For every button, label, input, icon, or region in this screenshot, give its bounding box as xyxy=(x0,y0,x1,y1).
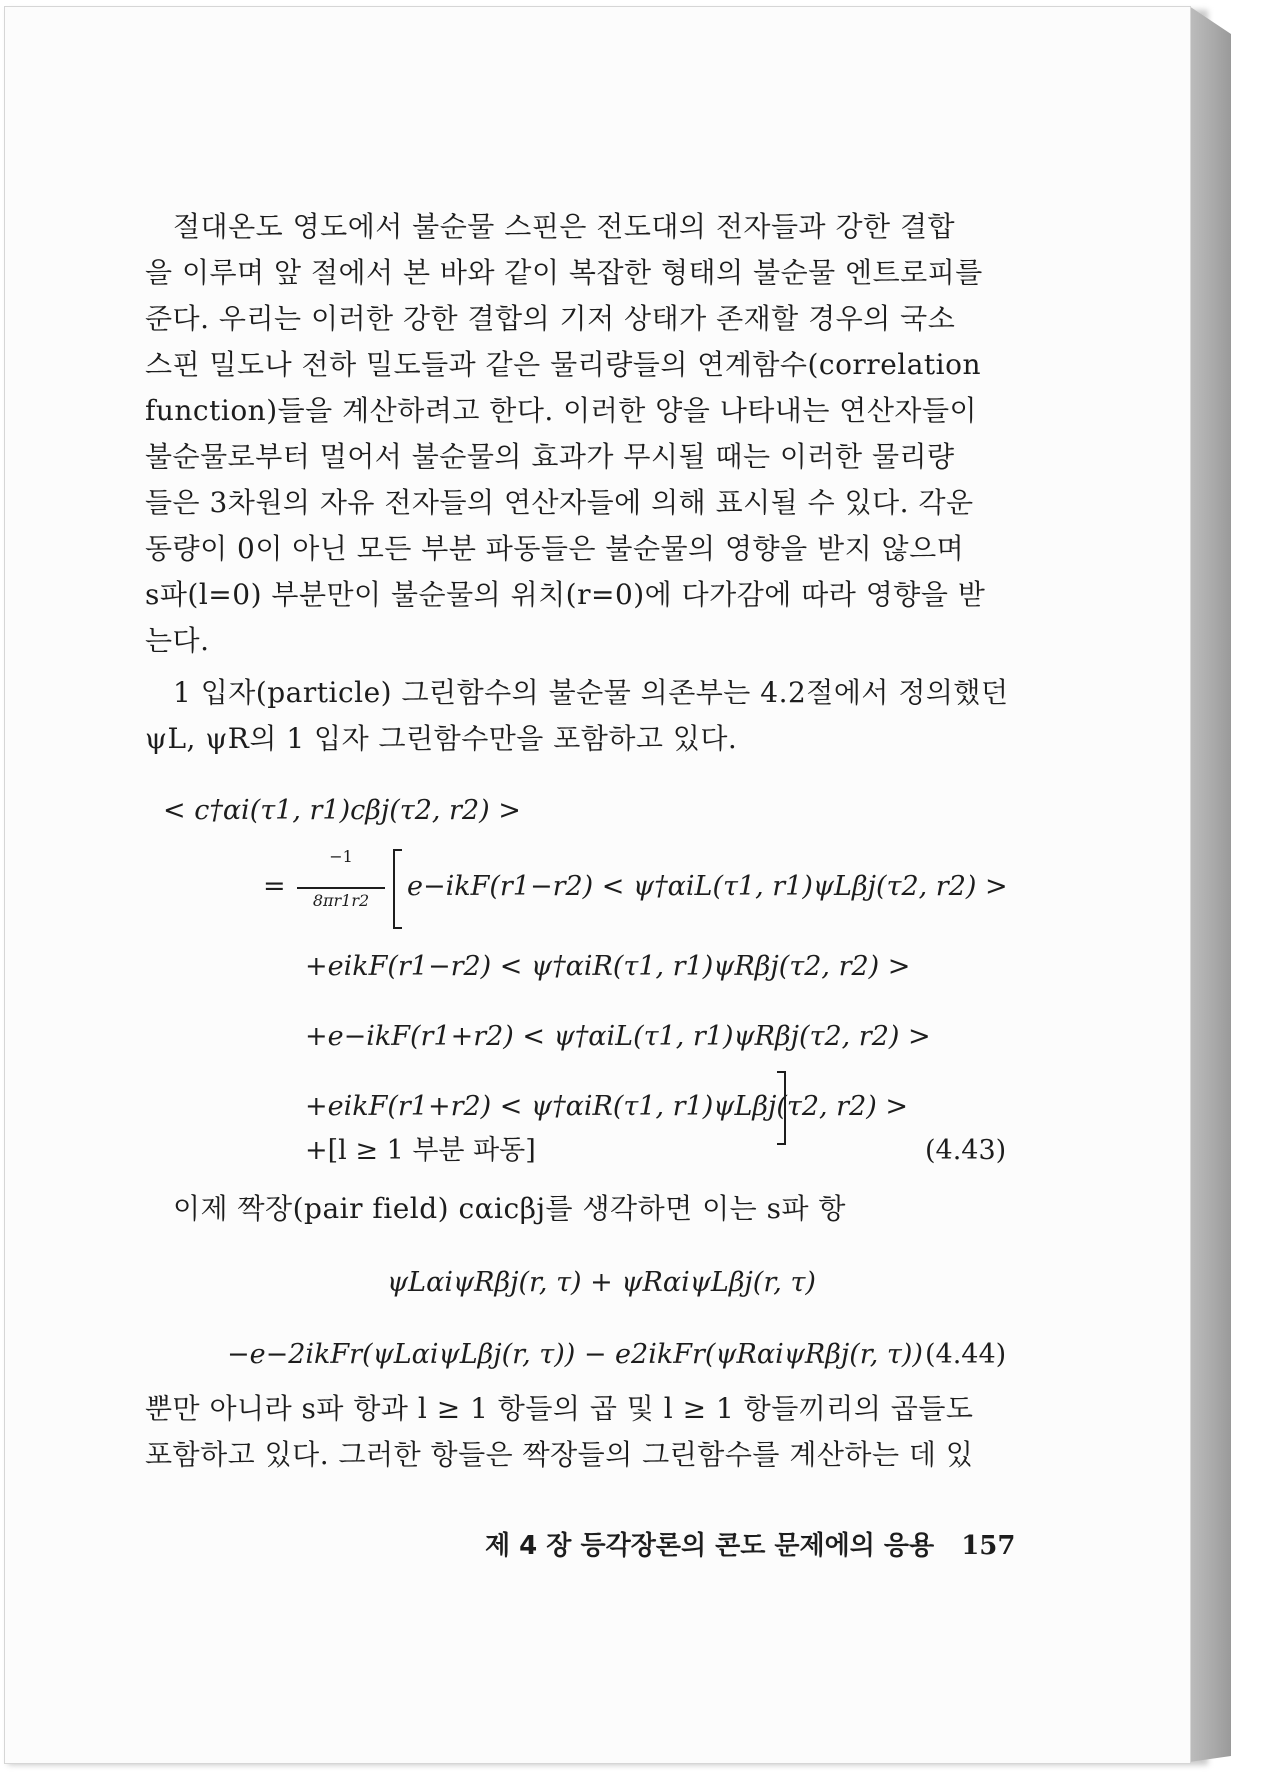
eq443-right-bracket xyxy=(777,1071,786,1145)
p4-line-1: 뿐만 아니라 s파 항과 l ≥ 1 항들의 곱 및 l ≥ 1 항들끼리의 곱들도 xyxy=(145,1392,974,1425)
eq444-line-1: ψLαiψRβj(r, τ) + ψRαiψLβj(r, τ) xyxy=(387,1267,816,1298)
book-page xyxy=(4,6,1191,1764)
eq443-line-5: +[l ≥ 1 부분 파동] xyxy=(305,1135,536,1166)
p1-line-1: 절대온도 영도에서 불순물 스핀은 전도대의 전자들과 강한 결합 xyxy=(173,210,956,243)
p1-line-6: 불순물로부터 멀어서 불순물의 효과가 무시될 때는 이러한 물리량 xyxy=(145,440,955,473)
p1-line-3: 준다. 우리는 이러한 강한 결합의 기저 상태가 존재할 경우의 국소 xyxy=(145,302,956,335)
eq443-frac-bar xyxy=(297,887,385,889)
p1-line-2: 을 이루며 앞 절에서 본 바와 같이 복잡한 형태의 불순물 엔트로피를 xyxy=(145,256,983,289)
p2-line-2: ψL, ψR의 1 입자 그린함수만을 포함하고 있다. xyxy=(145,722,738,755)
page-edge xyxy=(1189,6,1231,1762)
eq443-line-1: e−ikF(r1−r2) < ψ†αiL(τ1, r1)ψLβj(τ2, r2) > xyxy=(407,871,1008,902)
eq443-equals: = xyxy=(263,871,286,902)
page-content xyxy=(5,7,1190,1763)
chapter-title: 제 4 장 등각장론의 콘도 문제에의 응용 xyxy=(485,1531,935,1561)
page-footer xyxy=(485,1525,1016,1562)
eq443-line-4: +eikF(r1+r2) < ψ†αiR(τ1, r1)ψLβj(τ2, r2) > xyxy=(305,1091,909,1122)
eq443-left-bracket xyxy=(393,849,402,929)
page-number: 157 xyxy=(961,1531,1016,1561)
p3-line-1: 이제 짝장(pair field) cαicβj를 생각하면 이는 s파 항 xyxy=(173,1192,846,1225)
p1-line-7: 들은 3차원의 자유 전자들의 연산자들에 의해 표시될 수 있다. 각운 xyxy=(145,486,974,519)
p1-line-4: 스핀 밀도나 전하 밀도들과 같은 물리량들의 연계함수(correlation xyxy=(145,348,982,381)
p1-line-9: s파(l=0) 부분만이 불순물의 위치(r=0)에 다가감에 따라 영향을 받 xyxy=(145,578,986,611)
p4-line-2: 포함하고 있다. 그러한 항들은 짝장들의 그린함수를 계산하는 데 있 xyxy=(145,1438,974,1471)
eq443-line-3: +e−ikF(r1+r2) < ψ†αiL(τ1, r1)ψRβj(τ2, r2) > xyxy=(305,1021,931,1052)
eq443-frac-den: 8πr1r2 xyxy=(312,891,370,910)
eq443-line-2: +eikF(r1−r2) < ψ†αiR(τ1, r1)ψRβj(τ2, r2) > xyxy=(305,951,911,982)
p2-line-1: 1 입자(particle) 그린함수의 불순물 의존부는 4.2절에서 정의했던 xyxy=(173,676,1009,709)
eq443-lhs: < c†αi(τ1, r1)cβj(τ2, r2) > xyxy=(163,795,521,826)
p1-line-8: 동량이 0이 아닌 모든 부분 파동들은 불순물의 영향을 받지 않으며 xyxy=(145,532,965,565)
p1-line-10: 는다. xyxy=(145,624,210,657)
eq444-number: (4.44) xyxy=(925,1339,1007,1370)
eq444-line-2: −e−2ikFr(ψLαiψLβj(r, τ)) − e2ikFr(ψRαiψRβj(r, τ)) xyxy=(227,1339,923,1370)
p1-line-5: function)들을 계산하려고 한다. 이러한 양을 나타내는 연산자들이 xyxy=(145,394,978,427)
eq443-number: (4.43) xyxy=(925,1135,1007,1166)
eq443-frac-num: −1 xyxy=(329,847,353,866)
